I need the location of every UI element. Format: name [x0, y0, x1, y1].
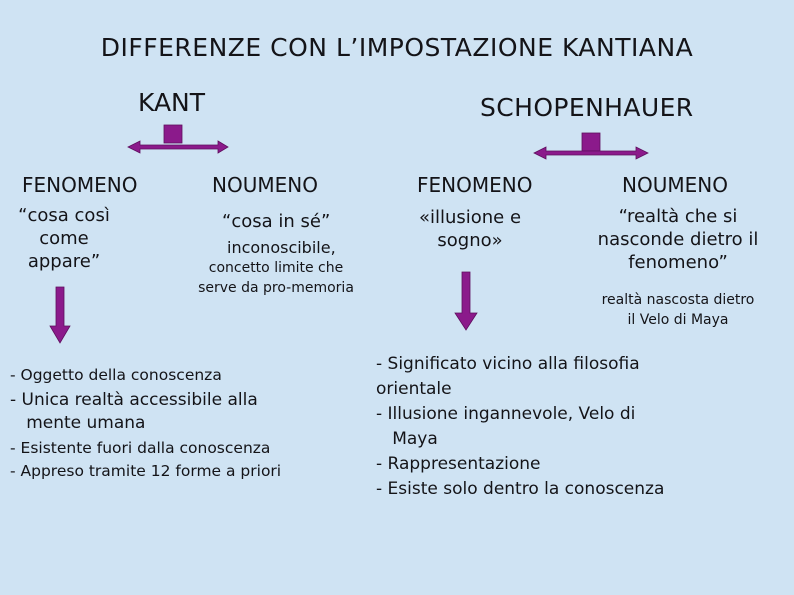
schopenhauer-down-arrow-icon: [454, 271, 478, 331]
kant-down-arrow-icon: [49, 286, 71, 344]
desc-line: appare”: [27, 251, 101, 272]
desc-line: sogno»: [437, 230, 503, 251]
desc-line: come: [39, 228, 89, 249]
note-line: concetto limite che: [208, 260, 344, 276]
note-line: inconoscibile,: [227, 238, 336, 257]
kant-split-arrow-icon: [126, 123, 230, 155]
note-line: il Velo di Maya: [627, 312, 729, 328]
kant-points-list: [10, 364, 281, 483]
kant-fenomeno-label: FENOMENO: [22, 173, 138, 197]
schopenhauer-split-arrow-icon: [532, 131, 650, 163]
schopenhauer-fenomeno-desc: [404, 206, 536, 252]
kant-fenomeno-desc: [10, 204, 118, 273]
list-item: - Appreso tramite 12 forme a priori: [10, 462, 282, 480]
schopenhauer-points-list: [376, 352, 664, 502]
kant-noumeno-note: [189, 238, 363, 298]
list-item: - Esiste solo dentro la conoscenza: [376, 479, 665, 499]
kant-heading: KANT: [138, 88, 206, 117]
schopenhauer-fenomeno-label: FENOMENO: [417, 173, 533, 197]
list-item: - Significato vicino alla filosofia: [376, 354, 640, 374]
desc-line: «illusione e: [418, 207, 522, 228]
list-item: - Illusione ingannevole, Velo di: [376, 404, 636, 424]
kant-noumeno-label: NOUMENO: [212, 173, 318, 197]
desc-line: nasconde dietro il: [597, 229, 759, 250]
desc-line: fenomeno”: [628, 252, 728, 273]
list-item: - Unica realtà accessibile alla: [10, 390, 258, 410]
schopenhauer-noumeno-note: [590, 290, 766, 330]
schopenhauer-heading: SCHOPENHAUER: [480, 93, 694, 122]
note-line: serve da pro-memoria: [198, 280, 354, 296]
desc-line: “cosa così: [18, 205, 110, 226]
kant-noumeno-desc: “cosa in sé”: [222, 211, 331, 232]
list-item: Maya: [376, 429, 438, 449]
list-item: - Oggetto della conoscenza: [10, 366, 222, 384]
list-item: mente umana: [10, 413, 146, 433]
list-item: - Rappresentazione: [376, 454, 541, 474]
slide-title: DIFFERENZE CON L’IMPOSTAZIONE KANTIANA: [100, 33, 694, 62]
schopenhauer-noumeno-label: NOUMENO: [622, 173, 728, 197]
list-item: - Esistente fuori dalla conoscenza: [10, 439, 271, 457]
note-line: realtà nascosta dietro: [601, 292, 755, 308]
desc-line: “realtà che si: [618, 206, 738, 227]
schopenhauer-noumeno-desc: [585, 205, 771, 274]
list-item: orientale: [376, 379, 452, 399]
